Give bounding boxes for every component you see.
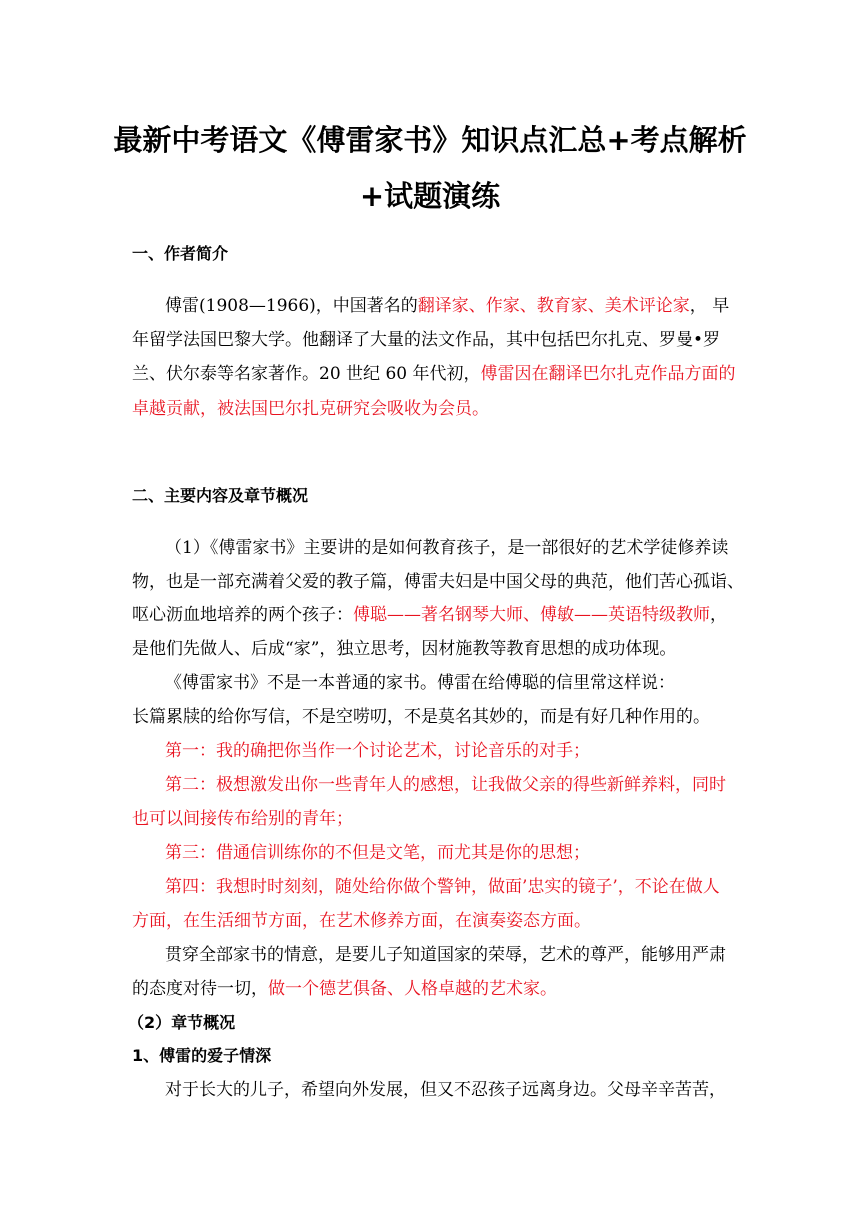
paragraph-line: 长篇累牍的给你写信，不是空唠叨，不是莫名其妙的，而是有好几种作用的。 — [132, 707, 710, 727]
paragraph-line: 贯穿全部家书的情意，是要儿子知道国家的荣辱，艺术的尊严，能够用严肃 — [165, 945, 726, 965]
paragraph-line — [165, 294, 729, 318]
document-title: 最新中考语文《傅雷家书》知识点汇总+考点解析+试题演练 — [113, 123, 747, 213]
paragraph-line: 卓越贡献，被法国巴尔扎克研究会吸收为会员。 — [132, 399, 489, 419]
point-item: 第三：借通信训练你的不但是文笔，而尤其是你的思想； — [165, 843, 590, 863]
paragraph-line — [132, 977, 557, 1001]
paragraph-line: 物，也是一部充满着父爱的教子篇，傅雷夫妇是中国父母的典范，他们苦心孤诣、 — [132, 572, 744, 592]
text-span: ， 早 — [689, 296, 730, 316]
section-heading-content: 二、主要内容及章节概况 — [132, 486, 309, 505]
point-item-continued: 方面，在生活细节方面，在艺术修养方面，在演奏姿态方面。 — [132, 911, 591, 931]
point-item: 第四：我想时时刻刻，随处给你做个警钟，做面’忠实的镜子’，不论在做人 — [165, 877, 720, 897]
subsection-heading: （2）章节概况 — [128, 1013, 236, 1032]
text-span: 傅雷(1908—1966)，中国著名的 — [165, 296, 418, 316]
text-span: 兰、伏尔泰等名家著作。20 世纪 60 年代初， — [132, 364, 481, 384]
section-heading-author: 一、作者简介 — [132, 244, 229, 263]
paragraph-line: 年留学法国巴黎大学。他翻译了大量的法文作品，其中包括巴尔扎克、罗曼•罗 — [132, 330, 721, 350]
paragraph-line: 是他们先做人、后成“家”，独立思考，因材施教等教育思想的成功体现。 — [132, 639, 677, 659]
highlight-span: 做一个德艺俱备、人格卓越的艺术家。 — [268, 979, 557, 999]
subsection-heading: 1、傅雷的爱子情深 — [132, 1046, 272, 1065]
point-item: 第二：极想激发出你一些青年人的感想，让我做父亲的得些新鲜养料，同时 — [165, 775, 726, 795]
text-span: 的态度对待一切， — [132, 979, 268, 999]
point-item-continued: 也可以间接传布给别的青年； — [132, 809, 353, 829]
text-span: 呕心沥血地培养的两个孩子： — [132, 605, 353, 625]
highlight-span: 傅雷因在翻译巴尔扎克作品方面的 — [480, 364, 736, 384]
paragraph-line — [132, 362, 735, 386]
highlight-span: 翻译家、作家、教育家、美术评论家 — [417, 296, 690, 316]
paragraph-line: （1）《傅雷家书》主要讲的是如何教育孩子，是一部很好的艺术学徒修养读 — [165, 538, 729, 558]
paragraph-line: 《傅雷家书》不是一本普通的家书。傅雷在给傅聪的信里常这样说： — [165, 673, 675, 693]
point-item: 第一：我的确把你当作一个讨论艺术，讨论音乐的对手； — [165, 741, 590, 761]
paragraph-line: 对于长大的儿子，希望向外发展，但又不忍孩子远离身边。父母辛辛苦苦， — [165, 1080, 726, 1100]
highlight-span: 傅聪——著名钢琴大师、傅敏——英语特级教师 — [353, 605, 710, 625]
text-span: ， — [710, 605, 727, 625]
paragraph-line — [132, 603, 727, 627]
